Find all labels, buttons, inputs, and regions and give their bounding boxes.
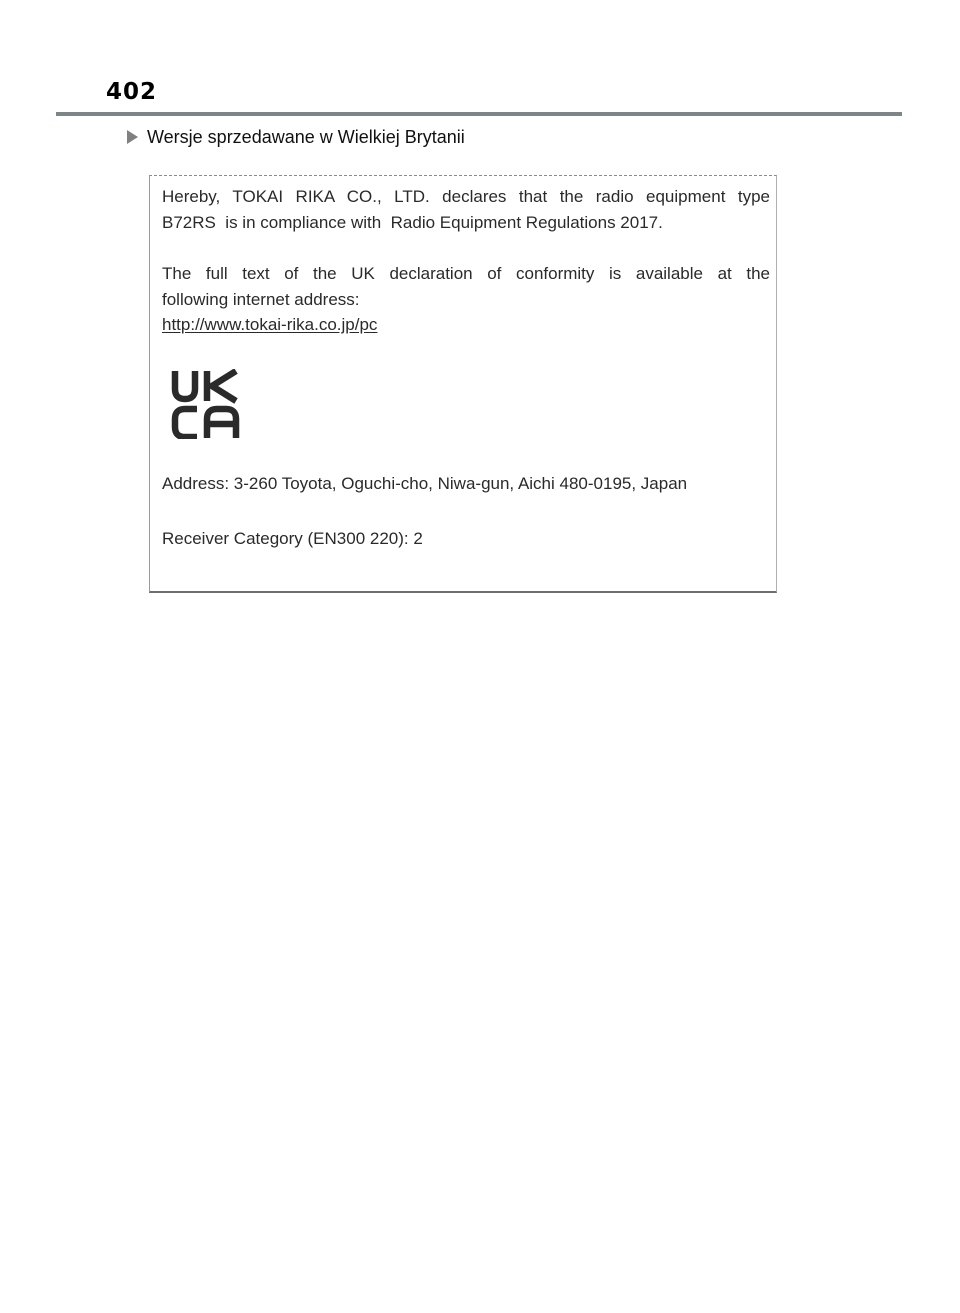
availability-line-1: The full text of the UK declaration of conformity is available at the: [162, 264, 770, 283]
page-number: 402: [106, 79, 158, 105]
availability-line-2: following internet address:: [162, 290, 360, 309]
header-rule: [56, 112, 902, 116]
ukca-mark-logo: [170, 369, 240, 439]
triangle-right-icon: [127, 130, 138, 144]
declaration-line-2: B72RS is in compliance with Radio Equipment Regulations 2017.: [162, 213, 663, 232]
address-text: Address: 3-260 Toyota, Oguchi-cho, Niwa-gun, Aichi 480-0195, Japan: [162, 474, 688, 493]
declaration-text: [162, 184, 770, 236]
declaration-url-link[interactable]: http://www.tokai-rika.co.jp/pc: [162, 315, 378, 334]
section-heading-text: Wersje sprzedawane w Wielkiej Brytanii: [147, 127, 465, 147]
receiver-category-text: Receiver Category (EN300 220): 2: [162, 529, 423, 548]
availability-text: [162, 261, 770, 313]
ukca-declaration-label: [149, 175, 777, 593]
declaration-line-1: Hereby, TOKAI RIKA CO., LTD. declares that the radio equipment type: [162, 187, 770, 206]
section-heading: [127, 126, 465, 148]
